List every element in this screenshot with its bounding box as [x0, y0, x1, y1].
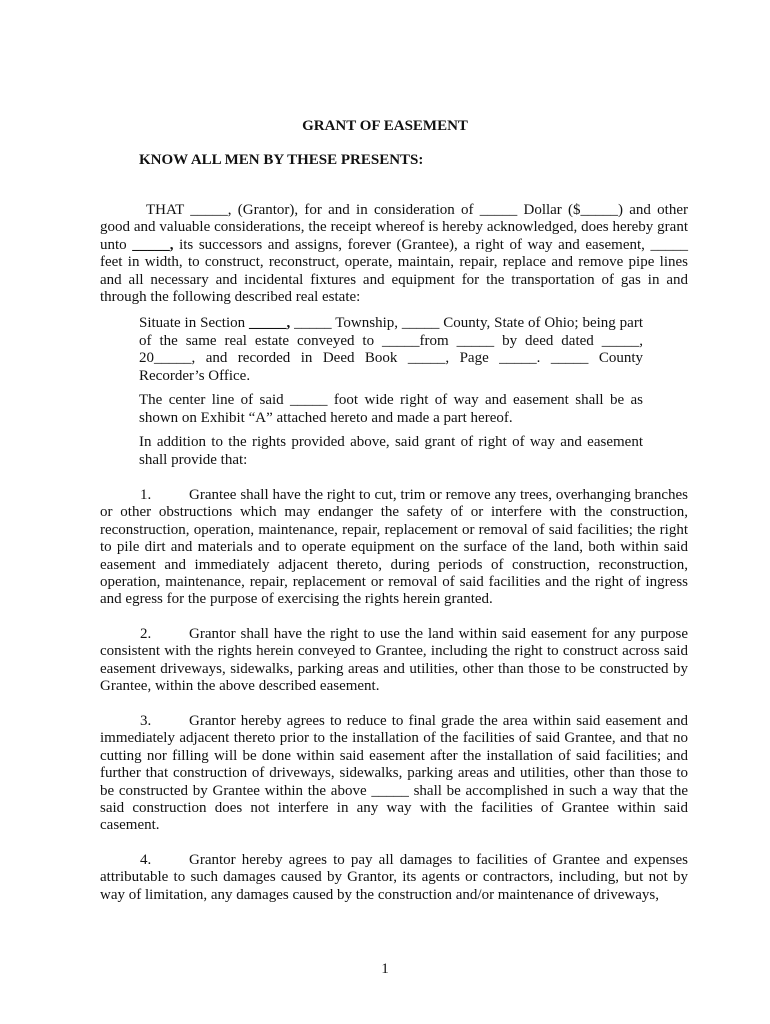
page-number: 1 [381, 961, 389, 977]
item-number: 1. [140, 487, 152, 503]
document-subtitle: KNOW ALL MEN BY THESE PRESENTS: [139, 152, 424, 168]
list-item [100, 713, 688, 835]
intro-bold-blank: _____, [132, 236, 174, 253]
center-line-paragraph: The center line of said _____ foot wide right of way and easement shall be as shown on Exhibit “A” attached hereto and made a part hereof. [139, 392, 643, 426]
document-title: GRANT OF EASEMENT [302, 118, 468, 134]
item-text: Grantor hereby agrees to pay all damages to facilities of Grantee and expenses attributable to such damages caused by Grantor, its agents or contractors, including, but not by way of limitation, any damages caused by the construction and/or maintenance of driveways, [100, 852, 688, 903]
item-text: Grantor hereby agrees to reduce to final grade the area within said easement and immediately adjacent thereto prior to the installation of the facilities of said Grantee, and that no cutting nor filling will be done within said easement after the installation of said facilities; and further that construction of driveways, sidewalks, parking areas and utilities, other than those to be constructed by Grantee within the above _____ shall be accomplished in such a way that the said construction does not interfere in any way with the facilities of Grantee within said casement. [100, 713, 688, 834]
list-item [100, 852, 688, 904]
situate-bold-blank: _____, [249, 315, 291, 331]
situate-text-1: Situate in Section [139, 315, 250, 331]
situate-paragraph [139, 315, 643, 385]
situate-text-2: _____ Township, _____ County, State of Ohio; being part of the same real estate conveyed to _____from _____ by deed dated _____, 20_____, and recorded in Deed Book _____, Page _____. _____ County Recorder’s Office. [139, 315, 643, 384]
intro-paragraph [100, 202, 688, 306]
item-number: 3. [140, 713, 152, 729]
item-number: 4. [140, 852, 152, 868]
item-text: Grantee shall have the right to cut, trim or remove any trees, overhanging branches or other obstructions which may endanger the safety of or interfere with the construction, reconstruction, operation, maintenance, repair, replacement or removal of said facilities; the right to pile dirt and materials and to operate equipment on the surface of the land, both within said easement and immediately adjacent thereto, during periods of construction, reconstruction, operation, maintenance, repair, replacement or removal of said facilities and the right of ingress and egress for the purpose of exercising the rights herein granted. [100, 487, 688, 608]
intro-text-2: its successors and assigns, forever (Grantee), a right of way and easement, _____ feet in width, to construct, reconstruct, operate, maintain, repair, replace and remove pipe lines and all necessary and incidental fixtures and equipment for the transportation of gas in and through the following described real estate: [100, 236, 688, 306]
item-number: 2. [140, 626, 152, 642]
in-addition-paragraph: In addition to the rights provided above, said grant of right of way and easement shall provide that: [139, 434, 643, 468]
intro-text-1: THAT _____, (Grantor), for and in consideration of _____ Dollar ($_____) and other good and valuable considerations, the receipt whereof is hereby acknowledged, does hereby grant unto [100, 202, 688, 253]
list-item [100, 487, 688, 609]
list-item [100, 626, 688, 696]
item-text: Grantor shall have the right to use the land within said easement for any purpose consistent with the rights herein conveyed to Grantee, including the right to construct across said easement driveways, sidewalks, parking areas and utilities, other than those to be constructed by Grantee, within the above described easement. [100, 626, 688, 695]
